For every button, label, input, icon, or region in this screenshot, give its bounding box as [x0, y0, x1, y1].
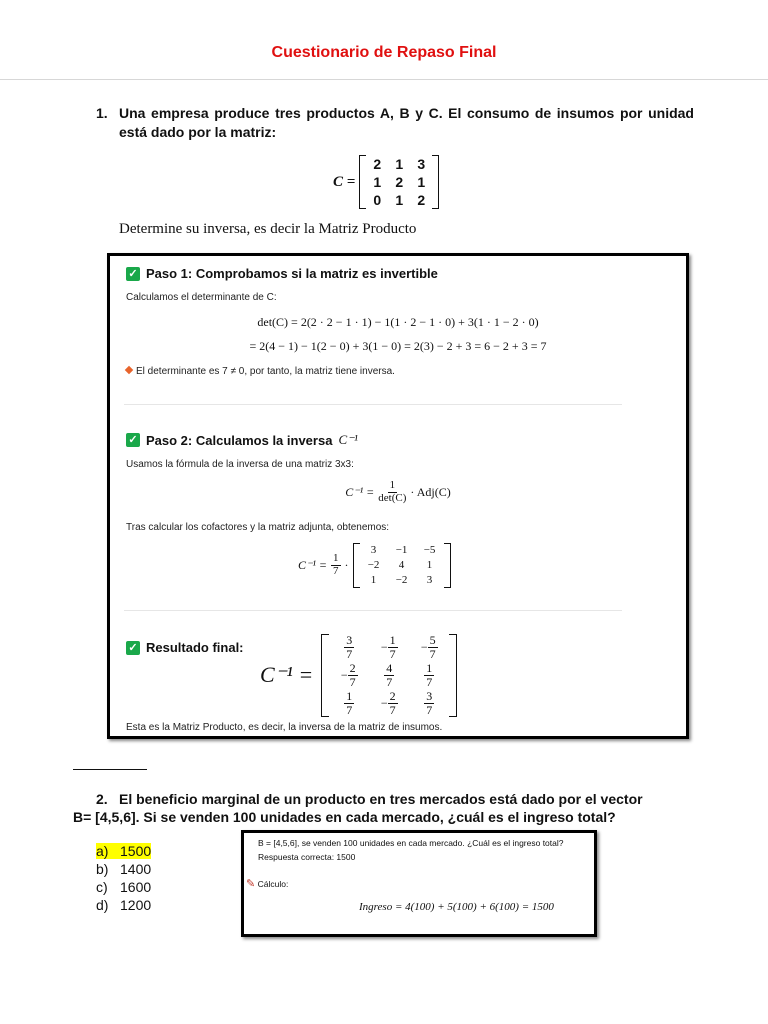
solution-screenshot [107, 253, 689, 739]
adj-cell: 3 [426, 574, 433, 586]
step2-title: Paso 2: Calculamos la inversa [146, 432, 333, 448]
adjoint-frac-num: 1 [333, 552, 339, 565]
check-icon: ✓ [126, 267, 140, 281]
result-lhs: C⁻¹ = [260, 662, 314, 688]
option-label: c) [96, 879, 108, 895]
calc-label-row [246, 877, 288, 890]
adjoint-lhs: C⁻¹ = [298, 558, 328, 572]
option-value: 1600 [120, 879, 152, 895]
result-cell: $\frac{1}{7}$ [346, 689, 353, 717]
det-line-2: = 2(4 − 1) − 1(2 − 0) + 3(1 − 0) = 2(3) − 2 + 3 = 6 − 2 + 3 = 7 [249, 339, 547, 353]
question-1-instruction: Determine su inversa, es decir la Matriz Producto [119, 221, 417, 237]
adj-cell: −2 [395, 574, 408, 586]
det-note-text: El determinante es 7 ≠ 0, por tanto, la matriz tiene inversa. [136, 366, 395, 377]
option-label: d) [96, 897, 109, 913]
option-a[interactable] [96, 843, 151, 859]
adjoint-frac-den: 7 [333, 565, 339, 577]
result-cell: $\frac{3}{7}$ [426, 689, 433, 717]
page-title: Cuestionario de Repaso Final [271, 44, 497, 61]
step1-title: Paso 1: Comprobamos si la matriz es invertible [146, 266, 438, 281]
result-heading [126, 640, 244, 655]
result-title: Resultado final: [146, 640, 244, 655]
step2-heading [126, 432, 358, 448]
adj-cell: −5 [423, 544, 436, 556]
inverse-formula [110, 480, 686, 504]
adj-cell: 1 [426, 559, 433, 571]
footnote-rule [73, 769, 147, 770]
matrix-cell: 1 [395, 156, 404, 172]
question-2-number: 2. [96, 791, 108, 807]
answer-question: B = [4,5,6], se venden 100 unidades en cada mercado. ¿Cuál es el ingreso total? [258, 838, 564, 848]
check-icon: ✓ [126, 433, 140, 447]
matrix-cell: 2 [395, 174, 404, 190]
adj-cell: −2 [367, 559, 380, 571]
question-1-number: 1. [96, 105, 108, 121]
adj-cell: 4 [398, 559, 405, 571]
answer-correct: Respuesta correcta: 1500 [258, 852, 356, 862]
adj-cell: −1 [395, 544, 408, 556]
matrix-c-label: C = [333, 173, 356, 190]
option-label: b) [96, 861, 109, 877]
result-cell: $\frac{3}{7}$ [346, 633, 353, 661]
question-2-text-line-1: El beneficio marginal de un producto en tres mercados está dado por el vector [119, 791, 643, 807]
diamond-icon [125, 366, 133, 374]
matrix-c [333, 155, 439, 209]
option-value: 1500 [120, 843, 152, 859]
result-expression [260, 634, 457, 717]
matrix-cell: 1 [395, 192, 404, 208]
option-c[interactable] [96, 879, 151, 895]
formula-numerator: 1 [389, 479, 396, 491]
option-b[interactable] [96, 861, 151, 877]
formula-lhs: C⁻¹ = [345, 484, 375, 499]
adjoint-expression: C⁻¹ = $\frac{1}{7}$ · 3 −1 −5 −2 4 1 1 −2 3 [298, 543, 451, 588]
result-note: Esta es la Matriz Producto, es decir, la inversa de la matriz de insumos. [126, 722, 443, 733]
matrix-cell: 1 [417, 174, 426, 190]
formula-denominator: det(C) [378, 491, 407, 504]
question-1-text: Una empresa produce tres productos A, B y C. El consumo de insumos por unidad está dado por la matriz: [119, 105, 694, 140]
pin-icon: ✎ [246, 878, 256, 890]
calc-label: Cálculo: [257, 879, 289, 889]
check-icon: ✓ [126, 641, 140, 655]
divider [124, 404, 622, 405]
result-cell: $\frac{4}{7}$ [386, 661, 393, 689]
result-cell: − $\frac{2}{7}$ [380, 689, 396, 717]
step2-symbol: C⁻¹ [338, 432, 358, 447]
step1-heading [126, 266, 438, 281]
result-cell: − $\frac{1}{7}$ [380, 633, 396, 661]
option-label: a) [96, 843, 109, 859]
det-note [124, 366, 395, 377]
result-cell: $\frac{1}{7}$ [426, 661, 433, 689]
step1-desc: Calculamos el determinante de C: [126, 292, 277, 303]
header-divider [0, 79, 768, 80]
option-value: 1400 [120, 861, 152, 877]
cofactor-desc: Tras calcular los cofactores y la matriz adjunta, obtenemos: [126, 522, 390, 533]
adj-cell: 3 [370, 544, 377, 556]
adj-cell: 1 [370, 574, 377, 586]
matrix-cell: 2 [373, 156, 382, 172]
adjoint-matrix [353, 543, 451, 588]
option-value: 1200 [120, 897, 152, 913]
result-matrix [321, 634, 457, 717]
matrix-cell: 3 [417, 156, 426, 172]
formula-rhs: · Adj(C) [410, 484, 451, 499]
question-2-text-line-2: B= [4,5,6]. Si se venden 100 unidades en cada mercado, ¿cuál es el ingreso total? [73, 809, 616, 825]
result-cell: − $\frac{5}{7}$ [420, 633, 436, 661]
calc-formula: Ingreso = 4(100) + 5(100) + 6(100) = 1500 [359, 901, 554, 913]
option-d[interactable] [96, 897, 151, 913]
step2-desc: Usamos la fórmula de la inversa de una matriz 3x3: [126, 459, 354, 470]
result-cell: − $\frac{2}{7}$ [340, 661, 356, 689]
det-line-1: det(C) = 2(2 · 2 − 1 · 1) − 1(1 · 2 − 1 · 0) + 3(1 · 1 − 2 · 0) [257, 315, 539, 329]
answer-screenshot [241, 830, 597, 937]
divider [124, 610, 622, 611]
matrix-cell: 0 [373, 192, 382, 208]
matrix-cell: 1 [373, 174, 382, 190]
matrix-cell: 2 [417, 192, 426, 208]
